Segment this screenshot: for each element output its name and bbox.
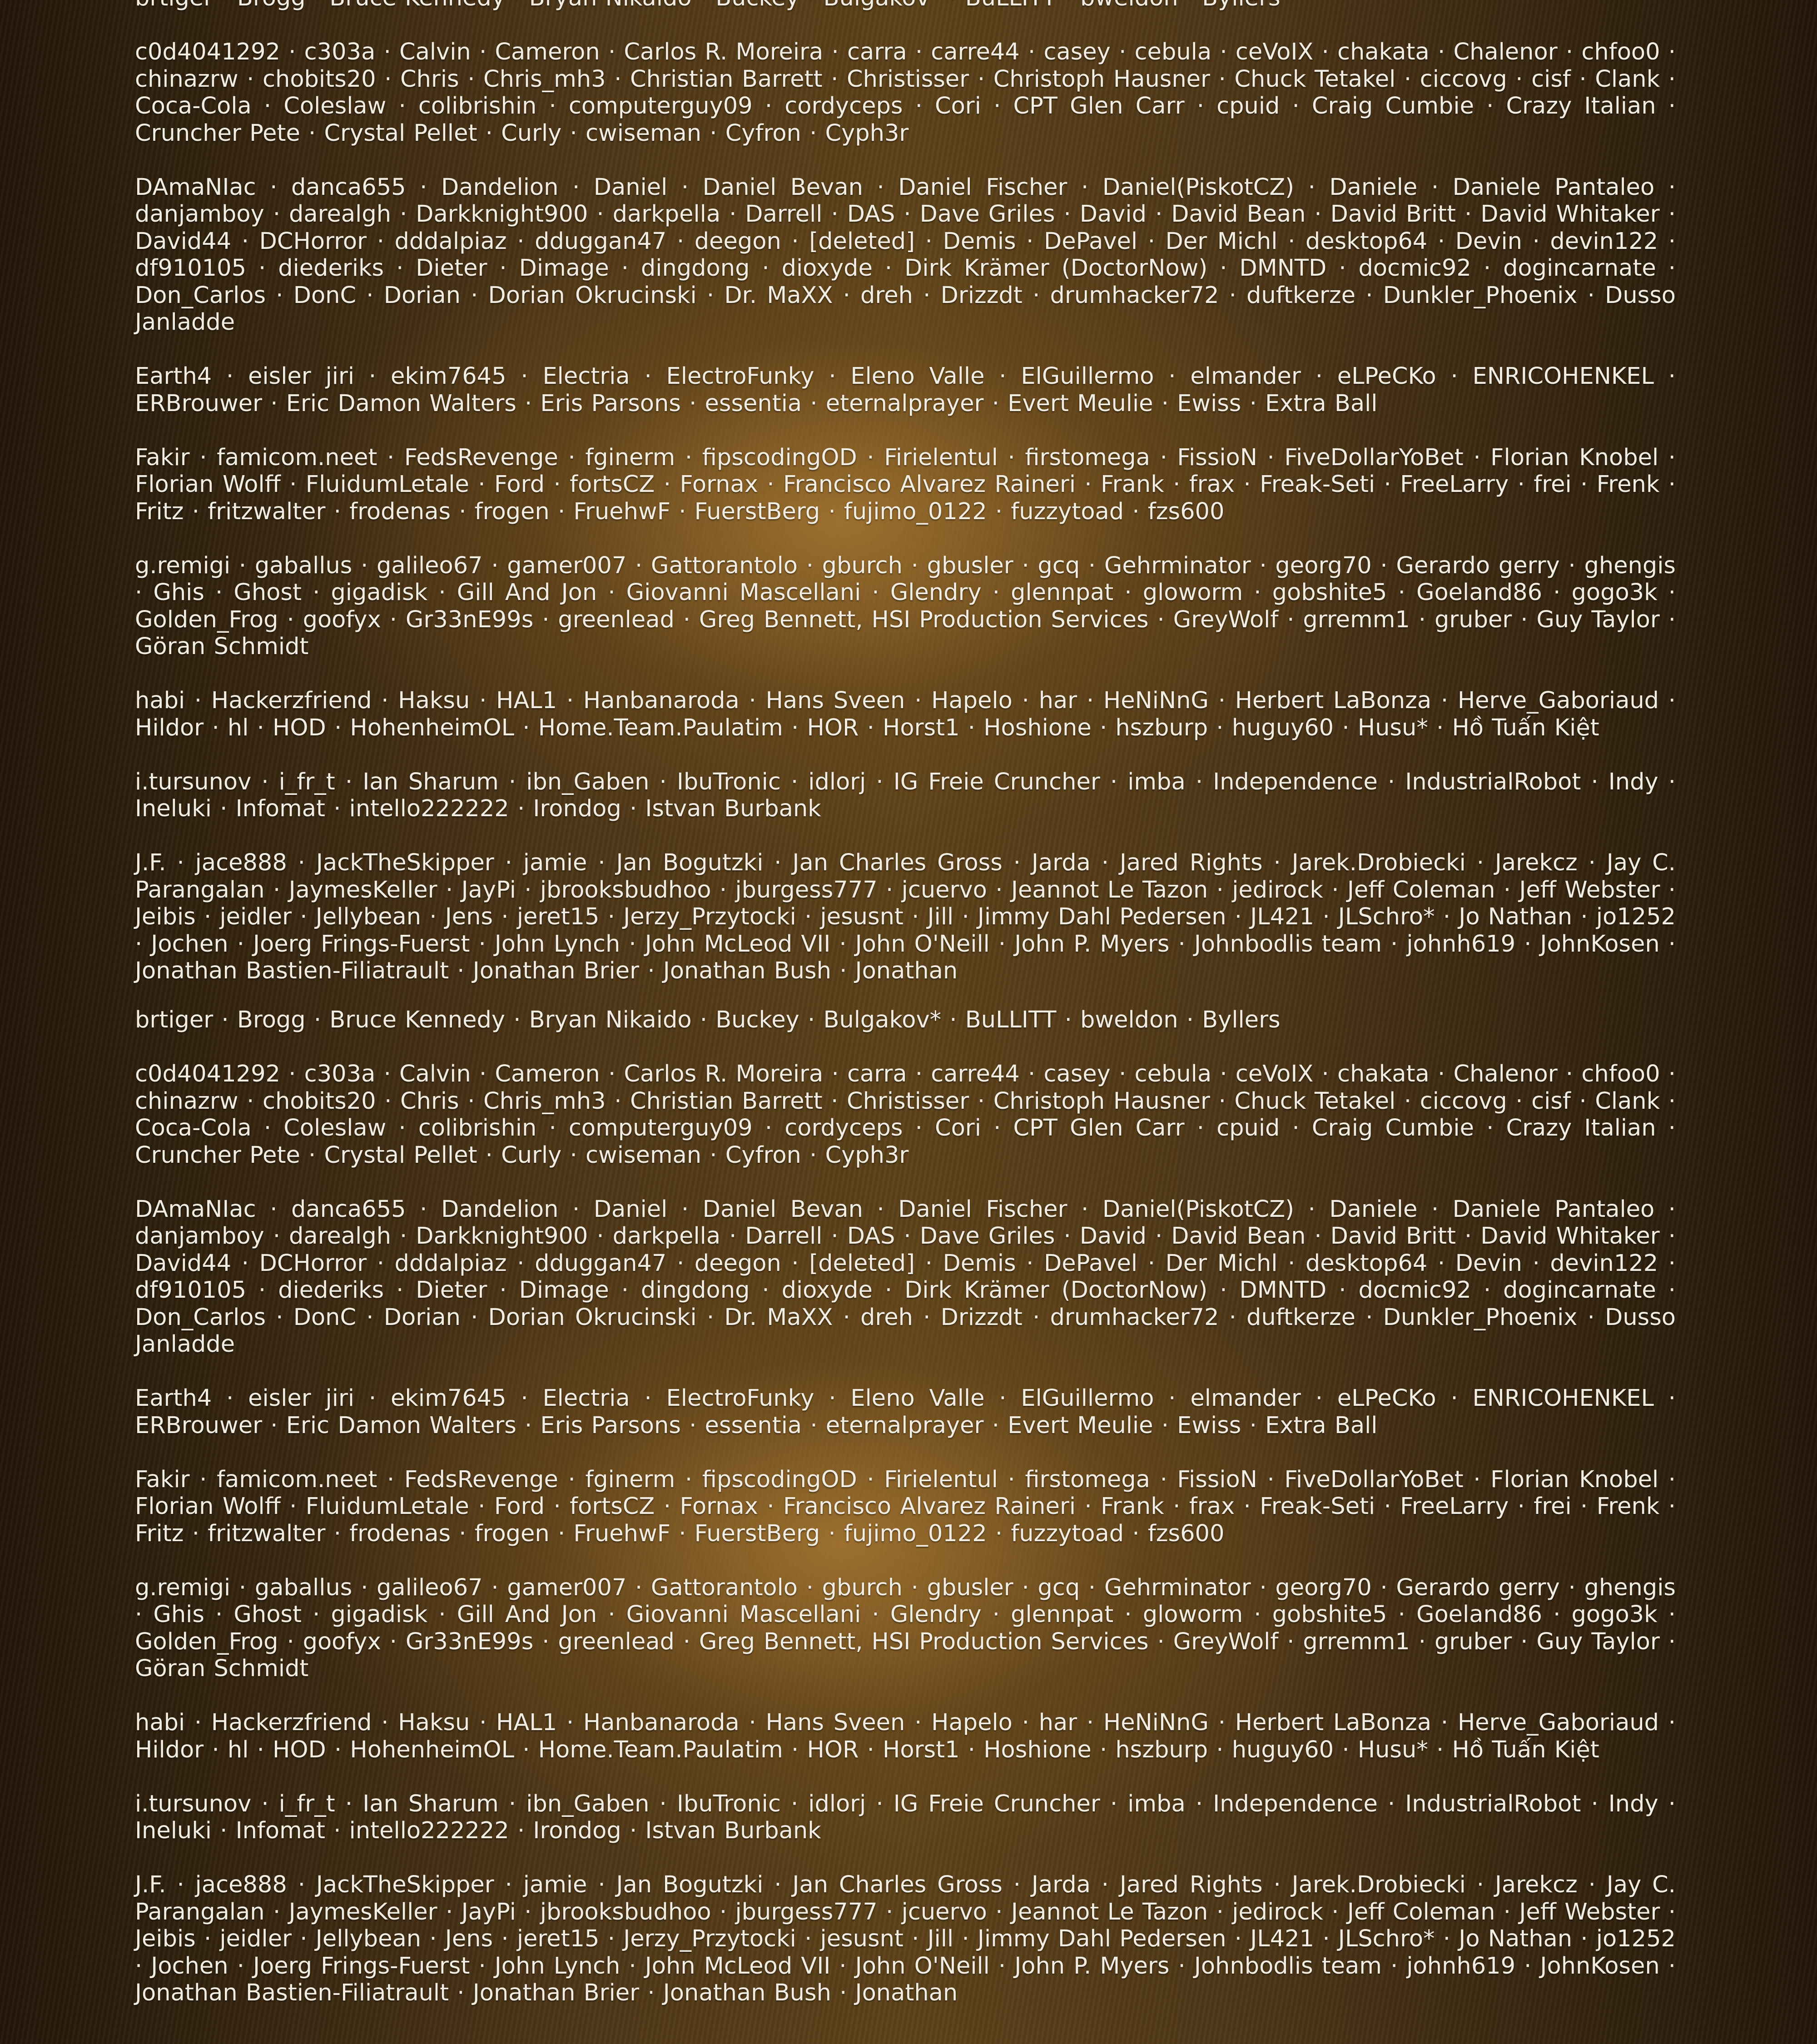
credits-group-j: J.F. · jace888 · JackTheSkipper · jamie · Jan Bogutzki · Jan Charles Gross · Jarda · Jared Rights · Jarek.Drobiecki · Jarekcz · Jay C. Parangalan · JaymesKeller · JayPi · jbrooksbudhoo · jburgess777 · jcuervo · Jeannot Le Tazon · jedirock · Jeff Coleman · Jeff Webster · Jeibis · jeidler · Jellybean · Jens · jeret15 · Jerzy_Przytocki · jesusnt · Jill · Jimmy Dahl Pedersen · JL421 · JLSchro* · Jo Nathan · jo1252 · Jochen · Joerg Frings-Fuerst · John Lynch · John McLeod VII · John O'Neill · John P. Myers · Johnbodlis team · johnh619 · JohnKosen · Jonathan Bastien-Filiatrault · Jonathan Brier · Jonathan Bush · Jonathan	[135, 1871, 1676, 2007]
credits-group-b: brtiger · Brogg · Bruce Kennedy · Bryan Nikaido · Buckey · Bulgakov* · BuLLITT · bweldon · Byllers	[135, 1007, 1676, 1034]
credits-group-f: Fakir · famicom.neet · FedsRevenge · fginerm · fipscodingOD · Firielentul · firstomega · FissioN · FiveDollarYoBet · Florian Knobel · Florian Wolff · FluidumLetale · Ford · fortsCZ · Fornax · Francisco Alvarez Raineri · Frank · frax · Freak-Seti · FreeLarry · frei · Frenk · Fritz · fritzwalter · frodenas · frogen · FruehwF · FuerstBerg · fujimo_0122 · fuzzytoad · fzs600	[135, 444, 1676, 526]
credits-group-h: habi · Hackerzfriend · Haksu · HAL1 · Hanbanaroda · Hans Sveen · Hapelo · har · HeNiNnG · Herbert LaBonza · Herve_Gaboriaud · Hildor · hl · HOD · HohenheimOL · Home.Team.Paulatim · HOR · Horst1 · Hoshione · hszburp · huguy60 · Husu* · Hồ Tuấn Kiệt	[135, 687, 1676, 741]
credits-group-i: i.tursunov · i_fr_t · Ian Sharum · ibn_Gaben · IbuTronic · idlorj · IG Freie Cruncher · imba · Independence · IndustrialRobot · Indy · Ineluki · Infomat · intello222222 · Irondog · Istvan Burbank	[135, 769, 1676, 823]
credits-group-d: DAmaNIac · danca655 · Dandelion · Daniel · Daniel Bevan · Daniel Fischer · Daniel(PiskotCZ) · Daniele · Daniele Pantaleo · danjamboy · darealgh · Darkknight900 · darkpella · Darrell · DAS · Dave Griles · David · David Bean · David Britt · David Whitaker · David44 · DCHorror · dddalpiaz · dduggan47 · deegon · [deleted] · Demis · DePavel · Der Michl · desktop64 · Devin · devin122 · df910105 · diederiks · Dieter · Dimage · dingdong · dioxyde · Dirk Krämer (DoctorNow) · DMNTD · docmic92 · dogincarnate · Don_Carlos · DonC · Dorian · Dorian Okrucinski · Dr. MaXX · dreh · Drizzdt · drumhacker72 · duftkerze · Dunkler_Phoenix · Dusso Janladde	[135, 1196, 1676, 1358]
credits-group-h: habi · Hackerzfriend · Haksu · HAL1 · Hanbanaroda · Hans Sveen · Hapelo · har · HeNiNnG · Herbert LaBonza · Herve_Gaboriaud · Hildor · hl · HOD · HohenheimOL · Home.Team.Paulatim · HOR · Horst1 · Hoshione · hszburp · huguy60 · Husu* · Hồ Tuấn Kiệt	[135, 1709, 1676, 1763]
credits-group-g: g.remigi · gaballus · galileo67 · gamer007 · Gattorantolo · gburch · gbusler · gcq · Gehrminator · georg70 · Gerardo gerry · ghengis · Ghis · Ghost · gigadisk · Gill And Jon · Giovanni Mascellani · Glendry · glennpat · gloworm · gobshite5 · Goeland86 · gogo3k · Golden_Frog · goofyx · Gr33nE99s · greenlead · Greg Bennett, HSI Production Services · GreyWolf · grremm1 · gruber · Guy Taylor · Göran Schmidt	[135, 1574, 1676, 1682]
credits-group-f: Fakir · famicom.neet · FedsRevenge · fginerm · fipscodingOD · Firielentul · firstomega · FissioN · FiveDollarYoBet · Florian Knobel · Florian Wolff · FluidumLetale · Ford · fortsCZ · Fornax · Francisco Alvarez Raineri · Frank · frax · Freak-Seti · FreeLarry · frei · Frenk · Fritz · fritzwalter · frodenas · frogen · FruehwF · FuerstBerg · fujimo_0122 · fuzzytoad · fzs600	[135, 1466, 1676, 1548]
credits-group-g: g.remigi · gaballus · galileo67 · gamer007 · Gattorantolo · gburch · gbusler · gcq · Gehrminator · georg70 · Gerardo gerry · ghengis · Ghis · Ghost · gigadisk · Gill And Jon · Giovanni Mascellani · Glendry · glennpat · gloworm · gobshite5 · Goeland86 · gogo3k · Golden_Frog · goofyx · Gr33nE99s · greenlead · Greg Bennett, HSI Production Services · GreyWolf · grremm1 · gruber · Guy Taylor · Göran Schmidt	[135, 552, 1676, 660]
credits-group-e: Earth4 · eisler jiri · ekim7645 · Electria · ElectroFunky · Eleno Valle · ElGuillermo · elmander · eLPeCKo · ENRICOHENKEL · ERBrouwer · Eric Damon Walters · Eris Parsons · essentia · eternalprayer · Evert Meulie · Ewiss · Extra Ball	[135, 1385, 1676, 1439]
credits-group-j: J.F. · jace888 · JackTheSkipper · jamie · Jan Bogutzki · Jan Charles Gross · Jarda · Jared Rights · Jarek.Drobiecki · Jarekcz · Jay C. Parangalan · JaymesKeller · JayPi · jbrooksbudhoo · jburgess777 · jcuervo · Jeannot Le Tazon · jedirock · Jeff Coleman · Jeff Webster · Jeibis · jeidler · Jellybean · Jens · jeret15 · Jerzy_Przytocki · jesusnt · Jill · Jimmy Dahl Pedersen · JL421 · JLSchro* · Jo Nathan · jo1252 · Jochen · Joerg Frings-Fuerst · John Lynch · John McLeod VII · John O'Neill · John P. Myers · Johnbodlis team · johnh619 · JohnKosen · Jonathan Bastien-Filiatrault · Jonathan Brier · Jonathan Bush · Jonathan	[135, 849, 1676, 985]
credits-group-c: c0d4041292 · c303a · Calvin · Cameron · Carlos R. Moreira · carra · carre44 · casey · cebula · ceVoIX · chakata · Chalenor · chfoo0 · chinazrw · chobits20 · Chris · Chris_mh3 · Christian Barrett · Christisser · Christoph Hausner · Chuck Tetakel · ciccovg · cisf · Clank · Coca-Cola · Coleslaw · colibrishin · computerguy09 · cordyceps · Cori · CPT Glen Carr · cpuid · Craig Cumbie · Crazy Italian · Cruncher Pete · Crystal Pellet · Curly · cwiseman · Cyfron · Cyph3r	[135, 1061, 1676, 1169]
credits-group-e: Earth4 · eisler jiri · ekim7645 · Electria · ElectroFunky · Eleno Valle · ElGuillermo · elmander · eLPeCKo · ENRICOHENKEL · ERBrouwer · Eric Damon Walters · Eris Parsons · essentia · eternalprayer · Evert Meulie · Ewiss · Extra Ball	[135, 363, 1676, 417]
credits-group-c: c0d4041292 · c303a · Calvin · Cameron · Carlos R. Moreira · carra · carre44 · casey · cebula · ceVoIX · chakata · Chalenor · chfoo0 · chinazrw · chobits20 · Chris · Chris_mh3 · Christian Barrett · Christisser · Christoph Hausner · Chuck Tetakel · ciccovg · cisf · Clank · Coca-Cola · Coleslaw · colibrishin · computerguy09 · cordyceps · Cori · CPT Glen Carr · cpuid · Craig Cumbie · Crazy Italian · Cruncher Pete · Crystal Pellet · Curly · cwiseman · Cyfron · Cyph3r	[135, 39, 1676, 147]
credits-group-d: DAmaNIac · danca655 · Dandelion · Daniel · Daniel Bevan · Daniel Fischer · Daniel(PiskotCZ) · Daniele · Daniele Pantaleo · danjamboy · darealgh · Darkknight900 · darkpella · Darrell · DAS · Dave Griles · David · David Bean · David Britt · David Whitaker · David44 · DCHorror · dddalpiaz · dduggan47 · deegon · [deleted] · Demis · DePavel · Der Michl · desktop64 · Devin · devin122 · df910105 · diederiks · Dieter · Dimage · dingdong · dioxyde · Dirk Krämer (DoctorNow) · DMNTD · docmic92 · dogincarnate · Don_Carlos · DonC · Dorian · Dorian Okrucinski · Dr. MaXX · dreh · Drizzdt · drumhacker72 · duftkerze · Dunkler_Phoenix · Dusso Janladde	[135, 174, 1676, 336]
credits-group-i: i.tursunov · i_fr_t · Ian Sharum · ibn_Gaben · IbuTronic · idlorj · IG Freie Cruncher · imba · Independence · IndustrialRobot · Indy · Ineluki · Infomat · intello222222 · Irondog · Istvan Burbank	[135, 1791, 1676, 1845]
